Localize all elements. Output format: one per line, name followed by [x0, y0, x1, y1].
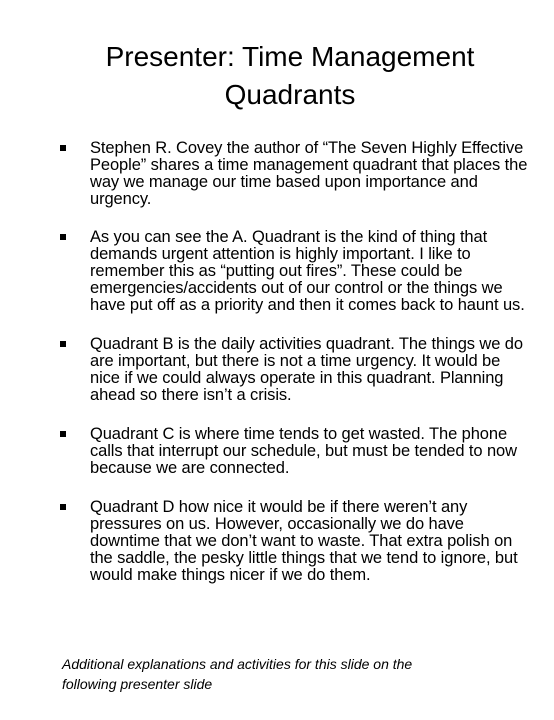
- bullet-item-quadrant-d: [60, 499, 530, 584]
- bullet-text: Stephen R. Covey the author of “The Seven Highly Effective People” shares a time management quadrant that places the way we manage our time based upon importance and urgency.: [90, 139, 528, 208]
- bullet-text: Quadrant D how nice it would be if there weren’t any pressures on us. However, occasionally we do have downtime that we don’t want to waste. That extra polish on the saddle, the pesky little things that we tend to ignore, but would make things nicer if we do them.: [90, 498, 518, 584]
- slide-title-line-2: Quadrants: [224, 79, 356, 110]
- footer-note: [62, 654, 532, 694]
- slide-title-line-1: Presenter: Time Management: [105, 41, 475, 72]
- square-bullet-icon: [60, 234, 66, 240]
- bullet-item-quadrant-c: [60, 426, 530, 477]
- slide-title: [40, 38, 540, 114]
- footer-note-line-2: following presenter slide: [62, 676, 213, 692]
- bullet-item-covey: [60, 140, 530, 208]
- square-bullet-icon: [60, 431, 66, 437]
- footer-note-line-1: Additional explanations and activities for this slide on the: [62, 656, 413, 672]
- bullet-item-quadrant-a: [60, 229, 530, 314]
- bullet-text: As you can see the A. Quadrant is the kind of thing that demands urgent attention is highly important. I like to remember this as “putting out fires”. These could be emergencies/accidents out of our control or the things we have put off as a priority and then it comes back to haunt us.: [90, 228, 525, 314]
- bullet-text: Quadrant C is where time tends to get wasted. The phone calls that interrupt our schedule, but must be tended to now because we are connected.: [90, 425, 517, 477]
- bullet-list: [60, 140, 530, 584]
- square-bullet-icon: [60, 145, 66, 151]
- bullet-item-quadrant-b: [60, 336, 530, 404]
- square-bullet-icon: [60, 504, 66, 510]
- square-bullet-icon: [60, 341, 66, 347]
- bullet-text: Quadrant B is the daily activities quadrant. The things we do are important, but there is not a time urgency. It would be nice if we could always operate in this quadrant. Planning ahead so there isn’t a crisis.: [90, 335, 523, 404]
